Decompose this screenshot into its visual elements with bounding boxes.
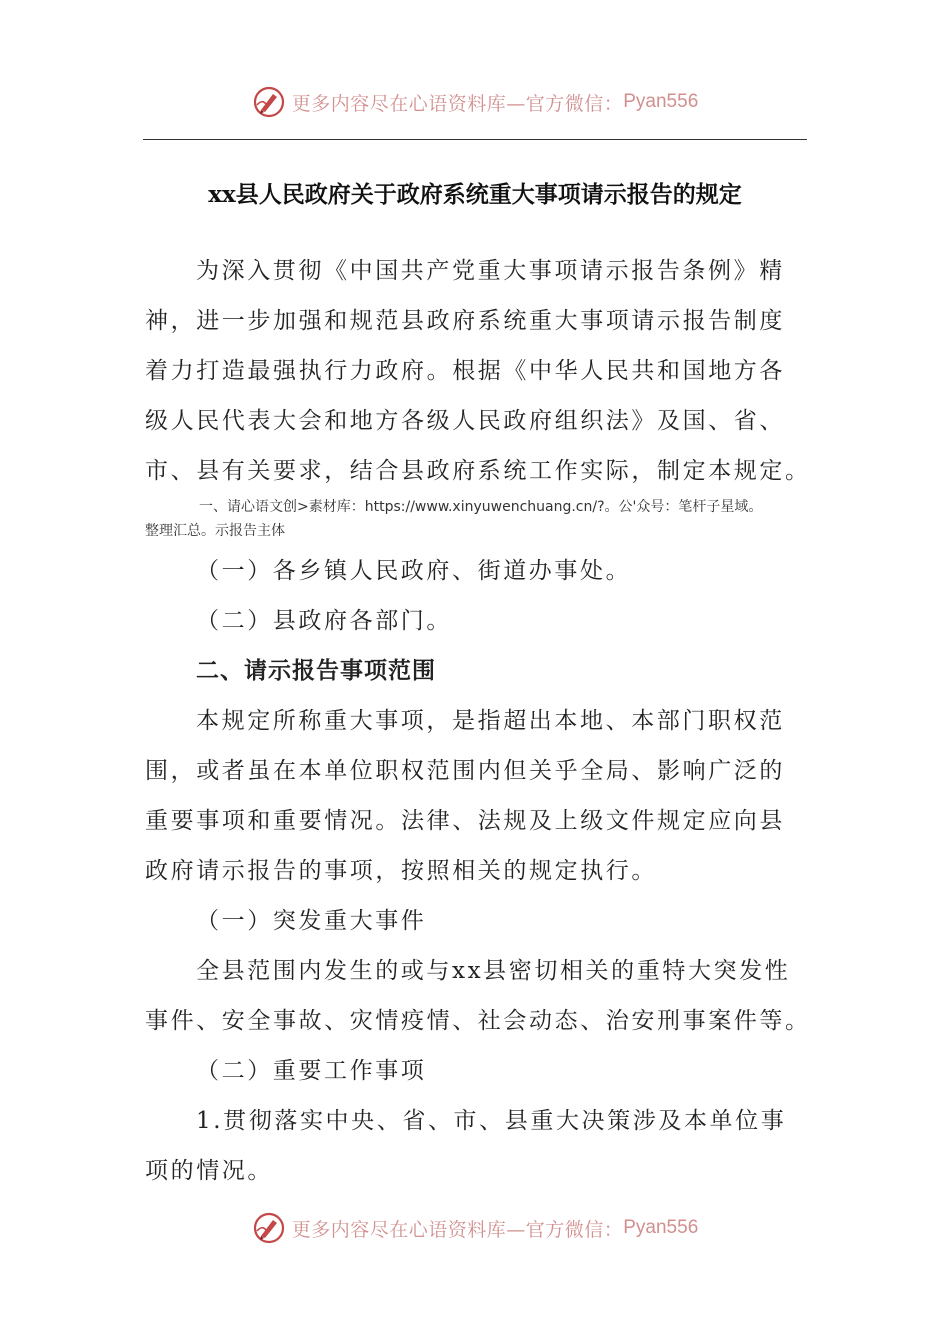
section2-line: 围，或者虽在本单位职权范围内但关乎全局、影响广泛的 [145,758,785,784]
watermark-text: 更多内容尽在心语资料库—官方微信： [291,92,624,115]
watermark-wechat-id: Pyan556 [623,91,699,112]
item-line: 项的情况。 [145,1158,273,1184]
section-heading: 二、请示报告事项范围 [196,658,436,684]
subsection-heading: （二）重要工作事项 [196,1058,427,1084]
intro-line: 级人民代表大会和地方各级人民政府组织法》及国、省、 [145,408,785,434]
footer-watermark [0,1208,950,1248]
pen-logo-icon [252,1211,286,1245]
section2-line: 政府请示报告的事项，按照相关的规定执行。 [145,858,657,884]
document-title: xx县人民政府关于政府系统重大事项请示报告的规定 [208,181,742,208]
subsection-heading: （一）突发重大事件 [196,908,427,934]
subject-item: （二）县政府各部门。 [196,608,452,634]
source-note-line: 整理汇总。示报告主体 [145,523,285,539]
watermark-wechat-id: Pyan556 [623,1217,699,1238]
intro-line: 为深入贯彻《中国共产党重大事项请示报告条例》精 [196,258,785,284]
source-note-line: 一、请心语文创>素材库：https://www.xinyuwenchuang.cn/?。公'众号：笔杆子星域。 [199,499,763,515]
intro-line: 神，进一步加强和规范县政府系统重大事项请示报告制度 [145,308,785,334]
header-divider [143,139,807,140]
pen-logo-icon [252,85,286,119]
watermark-text: 更多内容尽在心语资料库—官方微信： [291,1218,624,1241]
intro-line: 着力打造最强执行力政府。根据《中华人民共和国地方各 [145,358,785,384]
header-watermark [0,82,950,122]
section2-line: 重要事项和重要情况。法律、法规及上级文件规定应向县 [145,808,785,834]
subject-item: （一）各乡镇人民政府、街道办事处。 [196,558,632,584]
section2-line: 本规定所称重大事项，是指超出本地、本部门职权范 [196,708,785,734]
subsection1-line: 事件、安全事故、灾情疫情、社会动态、治安刑事案件等。 [145,1008,811,1034]
item-line: 1.贯彻落实中央、省、市、县重大决策涉及本单位事 [196,1108,787,1134]
subsection1-line: 全县范围内发生的或与xx县密切相关的重特大突发性 [196,958,791,984]
intro-line: 市、县有关要求，结合县政府系统工作实际，制定本规定。 [145,458,811,484]
